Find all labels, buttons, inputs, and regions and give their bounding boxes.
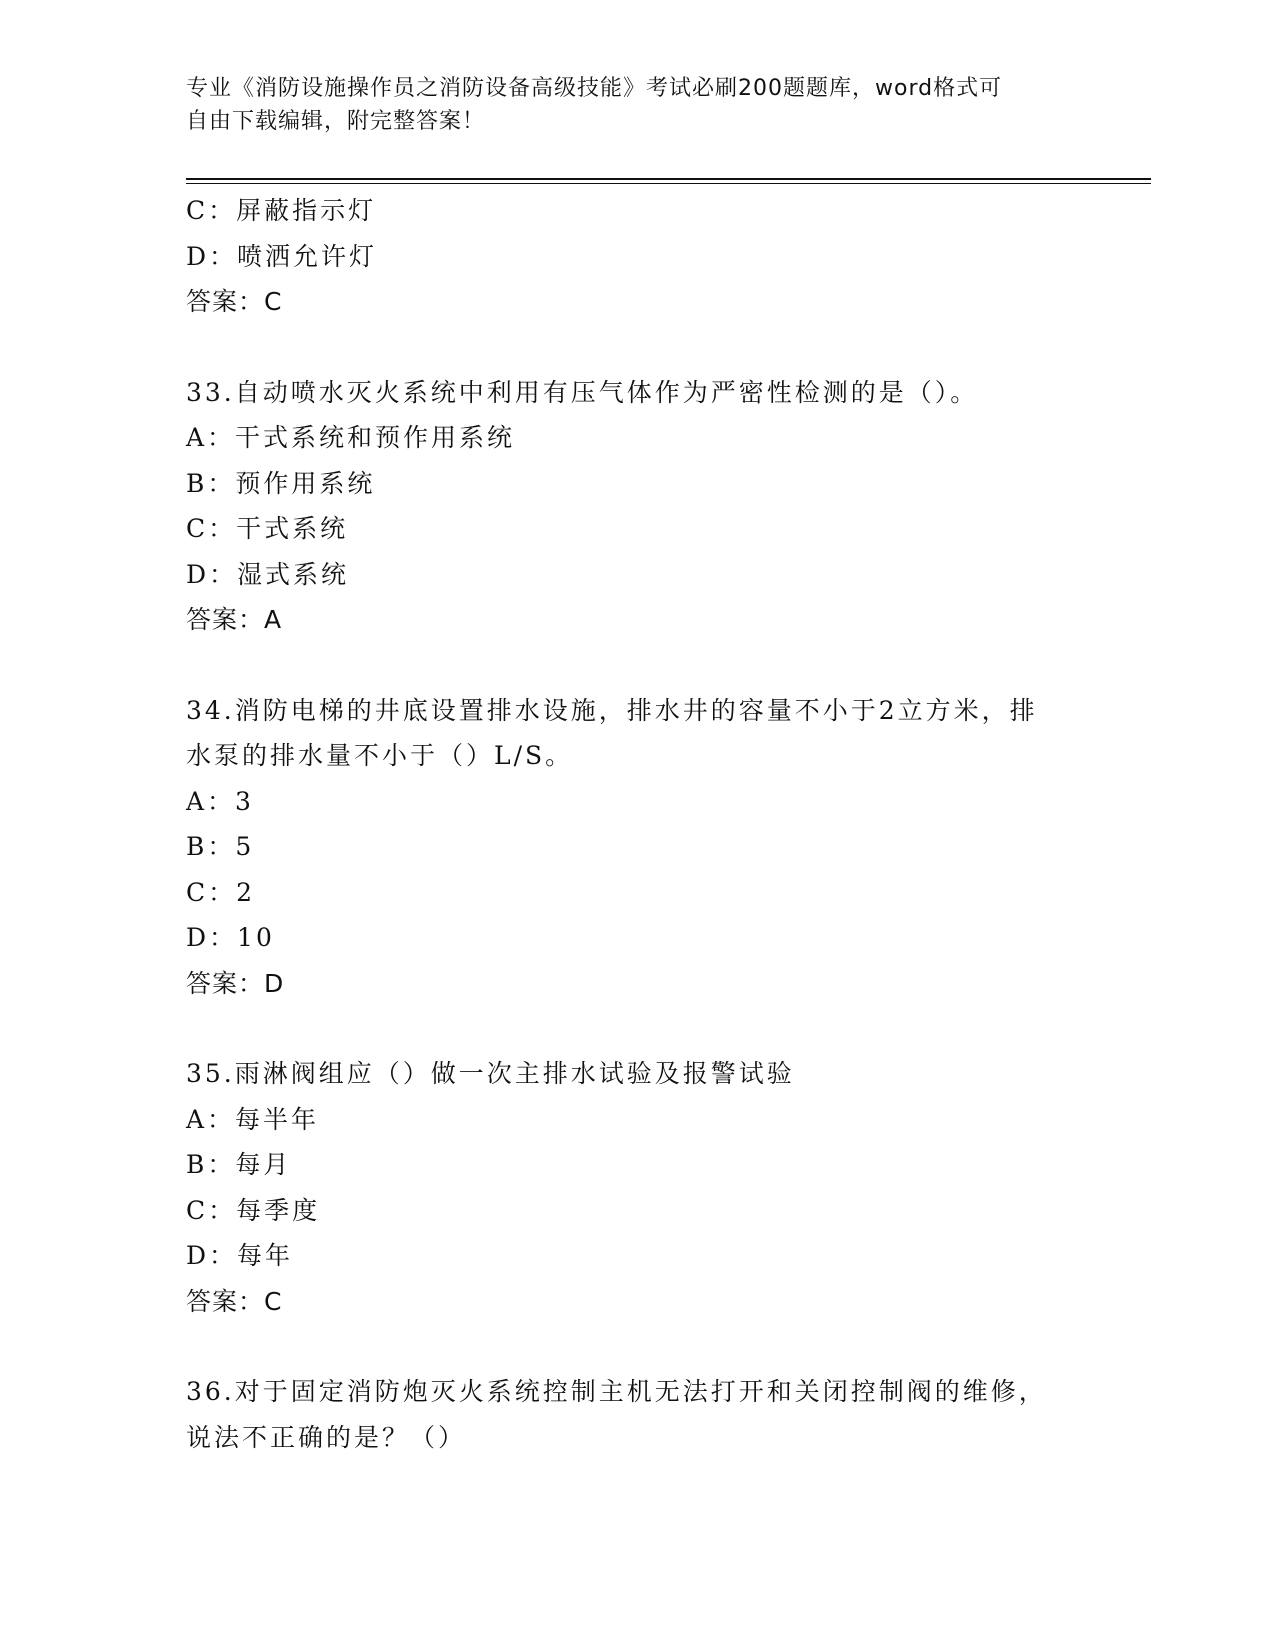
option-c: C：每季度	[186, 1195, 321, 1225]
option-d: D：湿式系统	[186, 559, 350, 589]
question-stem: 33.自动喷水灭火系统中利用有压气体作为严密性检测的是（）。	[186, 377, 979, 407]
question-stem-line-1: 36.对于固定消防炮灭火系统控制主机无法打开和关闭控制阀的维修，	[186, 1377, 1047, 1406]
question-stem-line-2: 水泵的排水量不小于（）L/S。	[186, 741, 574, 770]
option-a: A：干式系统和预作用系统	[186, 423, 516, 452]
question-32	[186, 188, 1086, 325]
question-stem-line-2: 说法不正确的是？（）	[186, 1422, 467, 1452]
question-stem-line-1: 34.消防电梯的井底设置排水设施，排水井的容量不小于2立方米，排	[186, 695, 1038, 725]
header-divider-thin	[186, 183, 1151, 184]
option-d: D：喷洒允许灯	[186, 241, 378, 271]
option-b: B：每月	[186, 1150, 292, 1179]
option-a: A：每半年	[186, 1104, 320, 1134]
option-b: B：预作用系统	[186, 468, 376, 498]
option-d: D：每年	[186, 1241, 294, 1270]
option-a: A：3	[186, 786, 254, 816]
answer: 答案：C	[186, 1286, 283, 1316]
header-divider-thick	[186, 178, 1151, 180]
answer: 答案：A	[186, 605, 283, 634]
answer: 答案：D	[186, 968, 285, 998]
question-33	[186, 370, 1086, 643]
question-stem: 35.雨淋阀组应（）做一次主排水试验及报警试验	[186, 1059, 795, 1088]
header-line-2: 自由下载编辑，附完整答案！	[186, 109, 486, 134]
question-35	[186, 1051, 1086, 1324]
question-36	[186, 1369, 1086, 1460]
option-b: B：5	[186, 832, 255, 861]
option-c: C：2	[186, 877, 256, 907]
answer: 答案：C	[186, 287, 283, 316]
option-d: D：10	[186, 923, 275, 952]
header-line-1: 专业《消防设施操作员之消防设备高级技能》考试必刷200题题库，word格式可	[186, 76, 1003, 101]
question-list	[186, 188, 1086, 1460]
document-header	[186, 72, 1066, 138]
option-c: C：屏蔽指示灯	[186, 196, 377, 225]
option-c: C：干式系统	[186, 514, 349, 543]
question-34	[186, 688, 1086, 1007]
